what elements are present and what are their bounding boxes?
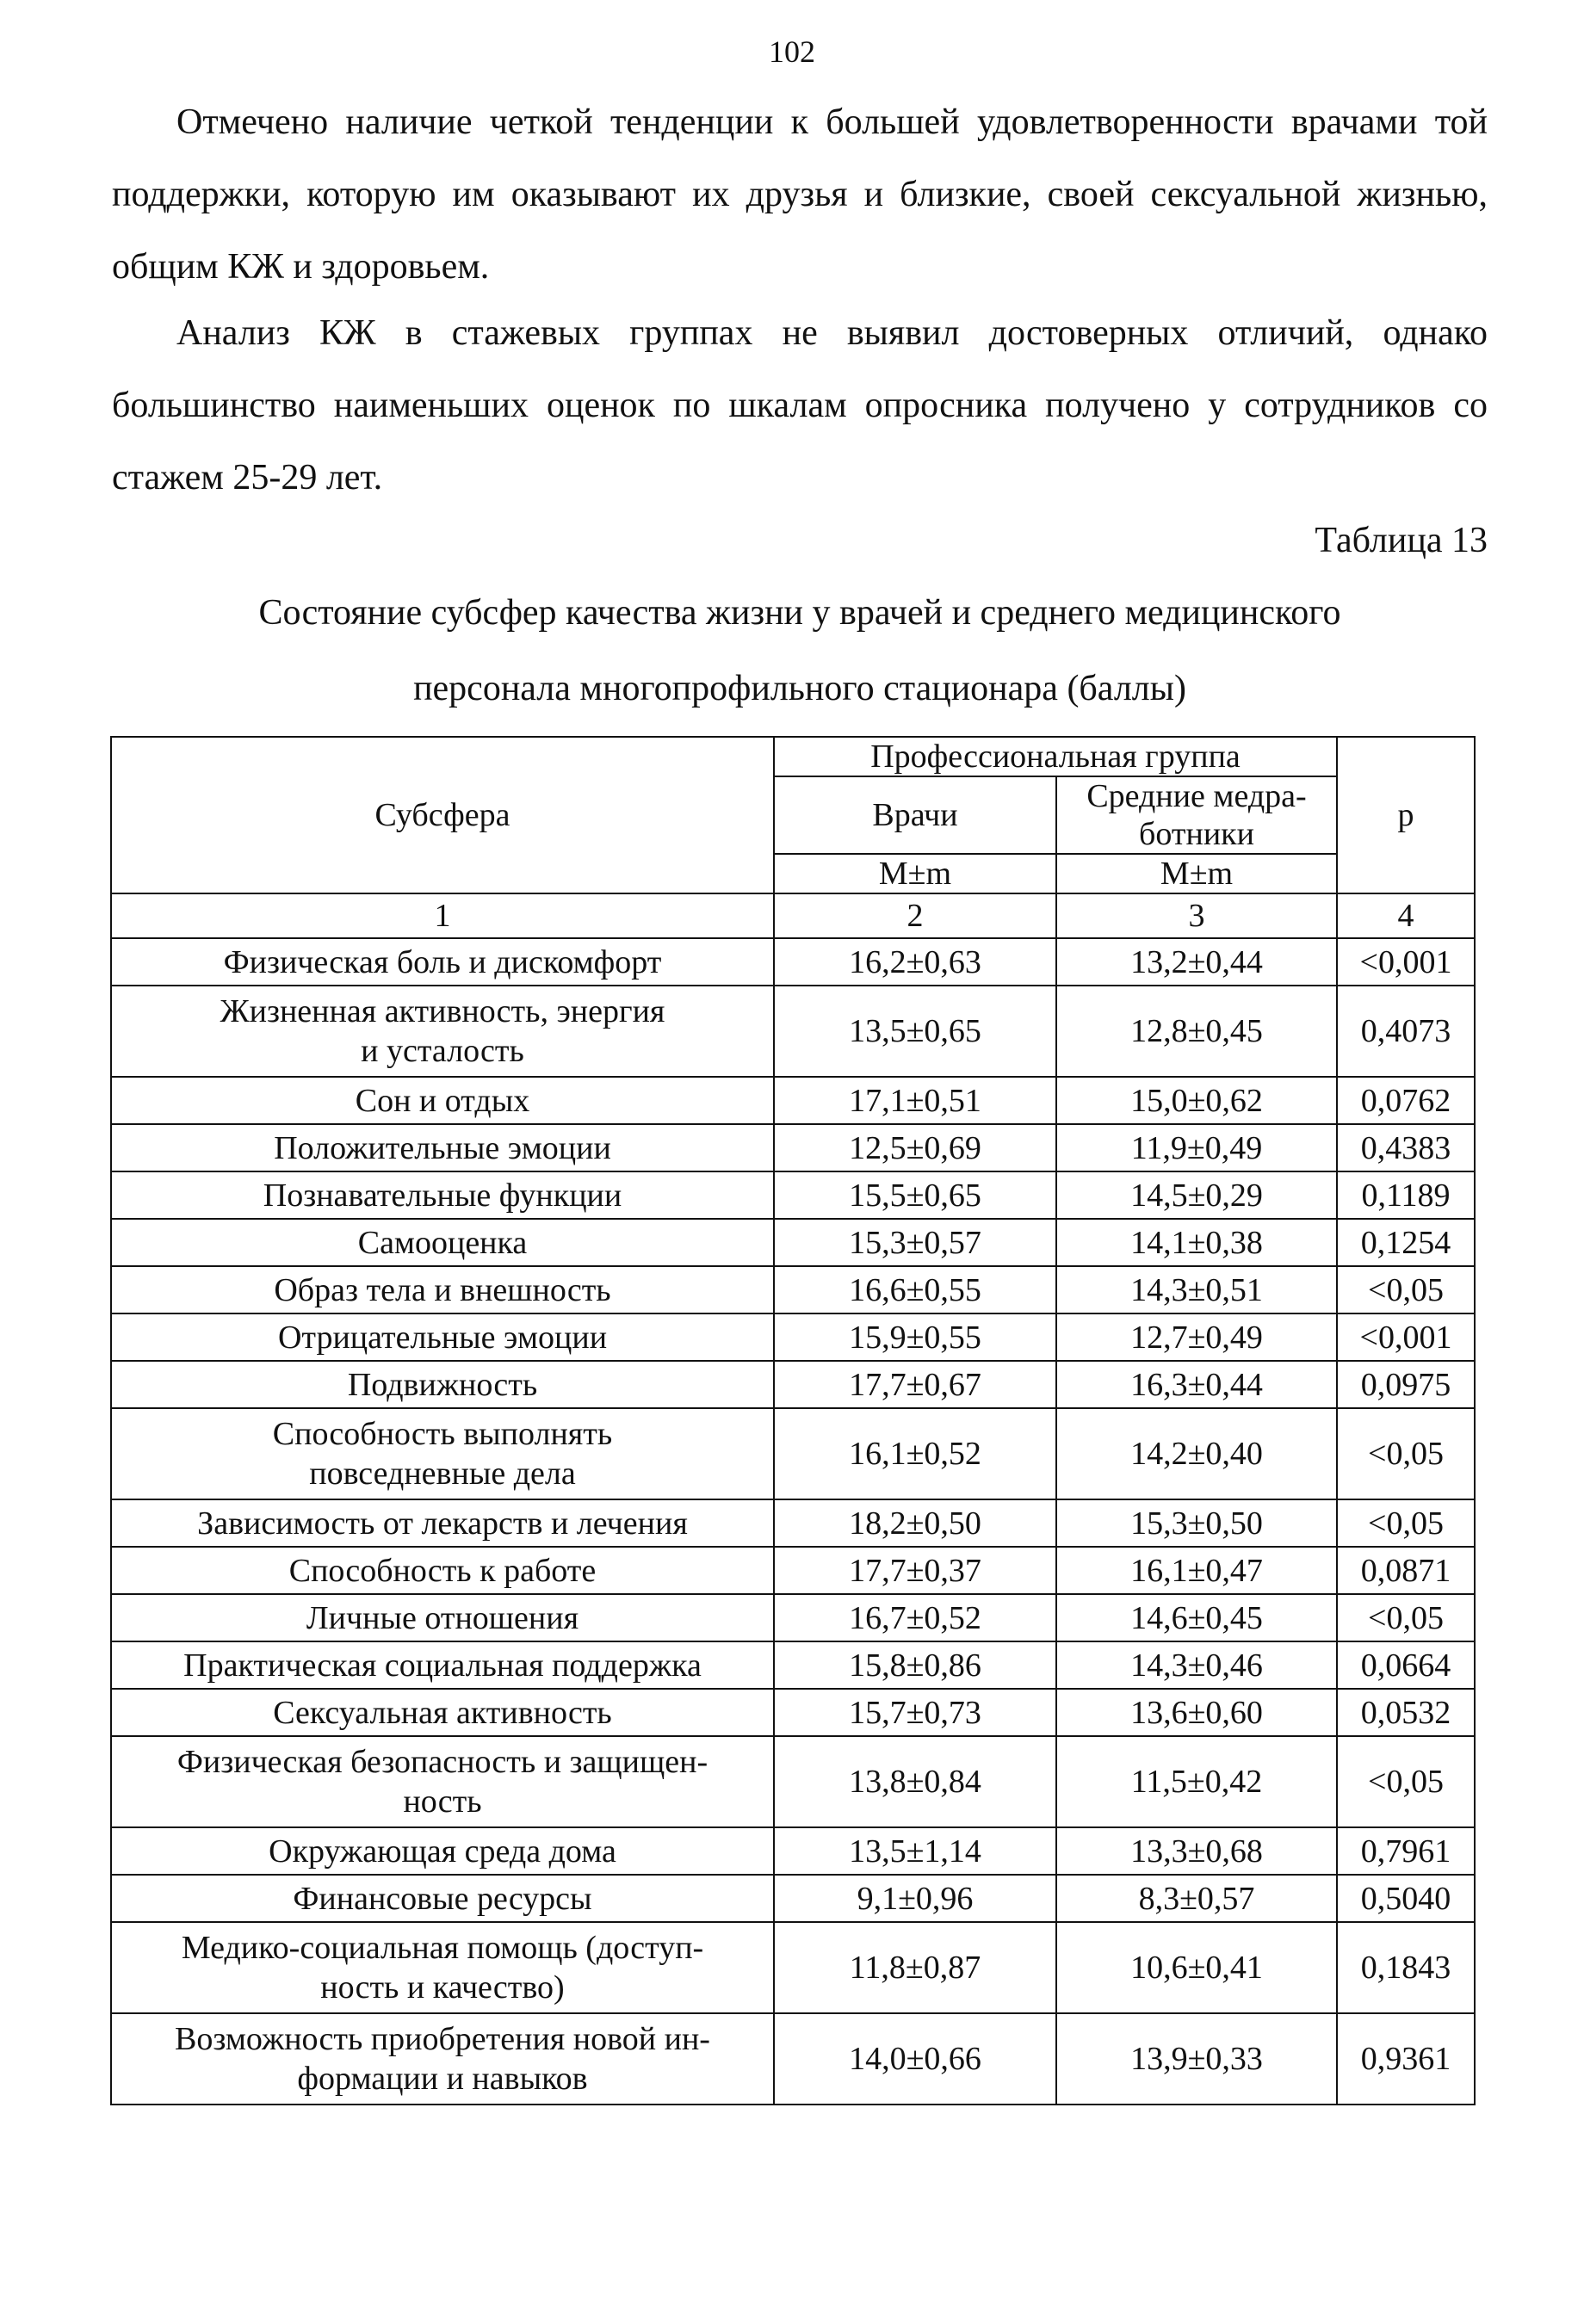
table-row [111,1266,1475,1313]
doctors-value-cell: 16,2±0,63 [774,938,1056,986]
table-row [111,1313,1475,1361]
nurses-value-cell: 14,5±0,29 [1056,1171,1337,1219]
paragraph-1-text: Отмечено наличие четкой тенденции к большей удовлетворенности врачами той поддержки, которую им оказывают их друзья и близкие, своей сексуальной жизнью, общим КЖ и здоровьем. [112,102,1488,287]
nurses-value-cell: 11,5±0,42 [1056,1736,1337,1827]
nurses-value-cell: 14,3±0,46 [1056,1641,1337,1689]
nurses-value-cell: 14,1±0,38 [1056,1219,1337,1266]
p-value-cell: 0,4073 [1337,986,1475,1077]
p-value-cell: 0,0871 [1337,1547,1475,1594]
nurses-value-cell: 14,3±0,51 [1056,1266,1337,1313]
quality-of-life-table [110,736,1476,2105]
nurses-value-cell: 12,8±0,45 [1056,986,1337,1077]
table-row [111,1922,1475,2013]
header-p: p [1337,737,1475,893]
doctors-value-cell: 15,9±0,55 [774,1313,1056,1361]
nurses-value-cell: 13,9±0,33 [1056,2013,1337,2105]
table-title-line-2: персонала многопрофильного стационара (баллы) [413,669,1186,708]
doctors-value-cell: 15,5±0,65 [774,1171,1056,1219]
nurses-value-cell: 16,3±0,44 [1056,1361,1337,1408]
table-caption: Таблица 13 [1315,521,1488,560]
subsphere-cell: Познавательные функции [111,1171,774,1219]
header-nurses-line-2: ботники [1139,816,1254,852]
subsphere-cell: Способность выполнять повседневные дела [111,1408,774,1499]
table-row [111,1408,1475,1499]
p-value-cell: 0,7961 [1337,1827,1475,1875]
nurses-value-cell: 12,7±0,49 [1056,1313,1337,1361]
p-value-cell: <0,05 [1337,1408,1475,1499]
doctors-value-cell: 18,2±0,50 [774,1499,1056,1547]
paragraph-2 [112,297,1488,514]
p-value-cell: 0,9361 [1337,2013,1475,2105]
doctors-value-cell: 16,7±0,52 [774,1594,1056,1641]
doctors-value-cell: 16,1±0,52 [774,1408,1056,1499]
doctors-value-cell: 17,1±0,51 [774,1077,1056,1124]
table-row [111,1361,1475,1408]
doctors-value-cell: 13,8±0,84 [774,1736,1056,1827]
p-value-cell: 0,4383 [1337,1124,1475,1171]
table-row [111,1875,1475,1922]
doctors-value-cell: 13,5±1,14 [774,1827,1056,1875]
nurses-value-cell: 15,0±0,62 [1056,1077,1337,1124]
table-row [111,938,1475,986]
table-title-line-1: Состояние субсфер качества жизни у врачей и среднего медицинского [258,593,1341,633]
p-value-cell: <0,001 [1337,1313,1475,1361]
p-value-cell: <0,05 [1337,1594,1475,1641]
p-value-cell: <0,05 [1337,1499,1475,1547]
subsphere-cell: Зависимость от лекарств и лечения [111,1499,774,1547]
page-number: 102 [769,34,815,69]
table-row [111,1641,1475,1689]
paragraph-2-text: Анализ КЖ в стажевых группах не выявил достоверных отличий, однако большинство наименьших оценок по шкалам опросника получено у сотрудников со стажем 25-29 лет. [112,313,1488,498]
table-row [111,1827,1475,1875]
subsphere-cell: Жизненная активность, энергия и усталость [111,986,774,1077]
p-value-cell: 0,1843 [1337,1922,1475,2013]
nurses-value-cell: 14,6±0,45 [1056,1594,1337,1641]
table-row [111,1689,1475,1736]
table-row [111,1736,1475,1827]
doctors-value-cell: 15,3±0,57 [774,1219,1056,1266]
table-row [111,1499,1475,1547]
table-body [111,938,1475,2105]
subsphere-cell: Окружающая среда дома [111,1827,774,1875]
subsphere-cell: Практическая социальная поддержка [111,1641,774,1689]
subsphere-cell: Сексуальная активность [111,1689,774,1736]
doctors-value-cell: 16,6±0,55 [774,1266,1056,1313]
header-nurses-line-1: Средние медра- [1086,778,1307,814]
p-value-cell: <0,05 [1337,1266,1475,1313]
nurses-value-cell: 13,6±0,60 [1056,1689,1337,1736]
p-value-cell: 0,5040 [1337,1875,1475,1922]
header-mean-doctors: M±m [774,854,1056,893]
subsphere-cell: Положительные эмоции [111,1124,774,1171]
col-number-1: 1 [111,893,774,938]
subsphere-cell: Подвижность [111,1361,774,1408]
nurses-value-cell: 13,2±0,44 [1056,938,1337,986]
p-value-cell: 0,1189 [1337,1171,1475,1219]
subsphere-cell: Отрицательные эмоции [111,1313,774,1361]
table-row [111,1594,1475,1641]
table-row [111,1124,1475,1171]
nurses-value-cell: 16,1±0,47 [1056,1547,1337,1594]
p-value-cell: <0,001 [1337,938,1475,986]
table-row [111,1219,1475,1266]
doctors-value-cell: 12,5±0,69 [774,1124,1056,1171]
doctors-value-cell: 9,1±0,96 [774,1875,1056,1922]
nurses-value-cell: 13,3±0,68 [1056,1827,1337,1875]
col-number-2: 2 [774,893,1056,938]
doctors-value-cell: 15,7±0,73 [774,1689,1056,1736]
table-row [111,2013,1475,2105]
doctors-value-cell: 17,7±0,37 [774,1547,1056,1594]
header-subsphere: Субсфера [111,737,774,893]
p-value-cell: 0,0664 [1337,1641,1475,1689]
doctors-value-cell: 14,0±0,66 [774,2013,1056,2105]
header-doctors: Врачи [774,776,1056,854]
nurses-value-cell: 8,3±0,57 [1056,1875,1337,1922]
col-number-4: 4 [1337,893,1475,938]
p-value-cell: 0,1254 [1337,1219,1475,1266]
header-nurses [1056,776,1337,854]
p-value-cell: 0,0762 [1337,1077,1475,1124]
table-row [111,1171,1475,1219]
doctors-value-cell: 11,8±0,87 [774,1922,1056,2013]
header-professional-group: Профессиональная группа [774,737,1337,776]
subsphere-cell: Образ тела и внешность [111,1266,774,1313]
subsphere-cell: Финансовые ресурсы [111,1875,774,1922]
table-row [111,1077,1475,1124]
subsphere-cell: Физическая боль и дискомфорт [111,938,774,986]
subsphere-cell: Физическая безопасность и защищен- ность [111,1736,774,1827]
nurses-value-cell: 15,3±0,50 [1056,1499,1337,1547]
p-value-cell: 0,0975 [1337,1361,1475,1408]
col-number-3: 3 [1056,893,1337,938]
p-value-cell: <0,05 [1337,1736,1475,1827]
table-row [111,986,1475,1077]
subsphere-cell: Возможность приобретения новой ин- формации и навыков [111,2013,774,2105]
table-title [112,575,1488,726]
nurses-value-cell: 14,2±0,40 [1056,1408,1337,1499]
paragraph-1 [112,86,1488,303]
doctors-value-cell: 17,7±0,67 [774,1361,1056,1408]
nurses-value-cell: 11,9±0,49 [1056,1124,1337,1171]
subsphere-cell: Самооценка [111,1219,774,1266]
doctors-value-cell: 15,8±0,86 [774,1641,1056,1689]
p-value-cell: 0,0532 [1337,1689,1475,1736]
subsphere-cell: Способность к работе [111,1547,774,1594]
table-row [111,1547,1475,1594]
nurses-value-cell: 10,6±0,41 [1056,1922,1337,2013]
subsphere-cell: Сон и отдых [111,1077,774,1124]
subsphere-cell: Медико-социальная помощь (доступ- ность и качество) [111,1922,774,2013]
subsphere-cell: Личные отношения [111,1594,774,1641]
doctors-value-cell: 13,5±0,65 [774,986,1056,1077]
header-mean-nurses: M±m [1056,854,1337,893]
